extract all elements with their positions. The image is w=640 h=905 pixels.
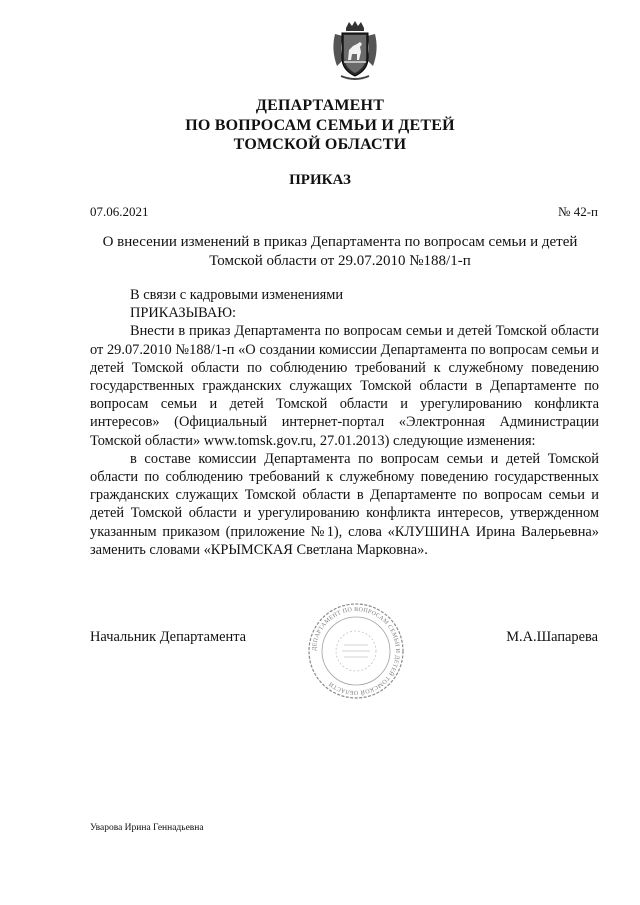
signer-name: М.А.Шапарева bbox=[506, 629, 598, 645]
intro-paragraph: В связи с кадровыми изменениями bbox=[130, 287, 344, 303]
coat-of-arms-icon bbox=[329, 20, 381, 82]
executor-name: Уварова Ирина Геннадьевна bbox=[90, 823, 204, 833]
order-date: 07.06.2021 bbox=[90, 204, 149, 219]
org-name-line-2: ПО ВОПРОСАМ СЕМЬИ И ДЕТЕЙ bbox=[185, 117, 455, 134]
order-word: ПРИКАЗЫВАЮ: bbox=[130, 305, 237, 322]
stamp-text: ДЕПАРТАМЕНТ ПО ВОПРОСАМ СЕМЬИ И ДЕТЕЙ ТОМСКОЙ ОБЛАСТИ bbox=[311, 606, 401, 696]
paragraph-2: в составе комиссии Департамента по вопросам семьи и детей Томской области по соблюдению требований к служебному поведению государственных гражданских служащих Томской области в Департаменте по вопросам семьи и детей Томской области и урегулированию конфликта интересов, утвержденном указанным приказом (приложение №1), слова «КЛУШИНА Ирина Валерьевна» заменить словами «КРЫМСКАЯ Светлана Марковна». bbox=[90, 450, 599, 558]
order-subject-line-2: Томской области от 29.07.2010 №188/1-п bbox=[209, 253, 471, 269]
paragraph-1: Внести в приказ Департамента по вопросам семьи и детей Томской области от 29.07.2010 №188/1-п «О создании комиссии Департамента по вопросам семьи и детей Томской области по соблюдению требований к служебному поведению государственных гражданских служащих Томской области в Департаменте по вопросам семьи и детей Томской области и урегулированию конфликта интересов» (Официальный интернет-портал «Электронная Администрации Томской области» www.tomsk.gov.ru, 27.01.2013) следующие изменения: bbox=[90, 323, 599, 449]
order-subject-line-1: О внесении изменений в приказ Департамента по вопросам семьи и детей bbox=[102, 234, 578, 250]
org-name-line-3: ТОМСКОЙ ОБЛАСТИ bbox=[233, 136, 407, 153]
document-type-title: ПРИКАЗ bbox=[289, 172, 351, 188]
order-number: № 42-п bbox=[558, 204, 598, 219]
org-name-line-1: ДЕПАРТАМЕНТ bbox=[255, 97, 385, 114]
order-subject bbox=[60, 233, 620, 271]
signer-position: Начальник Департамента bbox=[90, 629, 247, 645]
official-stamp-seal bbox=[306, 601, 406, 701]
svg-text:ДЕПАРТАМЕНТ ПО ВОПРОСАМ СЕМЬИ bbox=[312, 607, 400, 697]
order-body bbox=[90, 286, 599, 559]
